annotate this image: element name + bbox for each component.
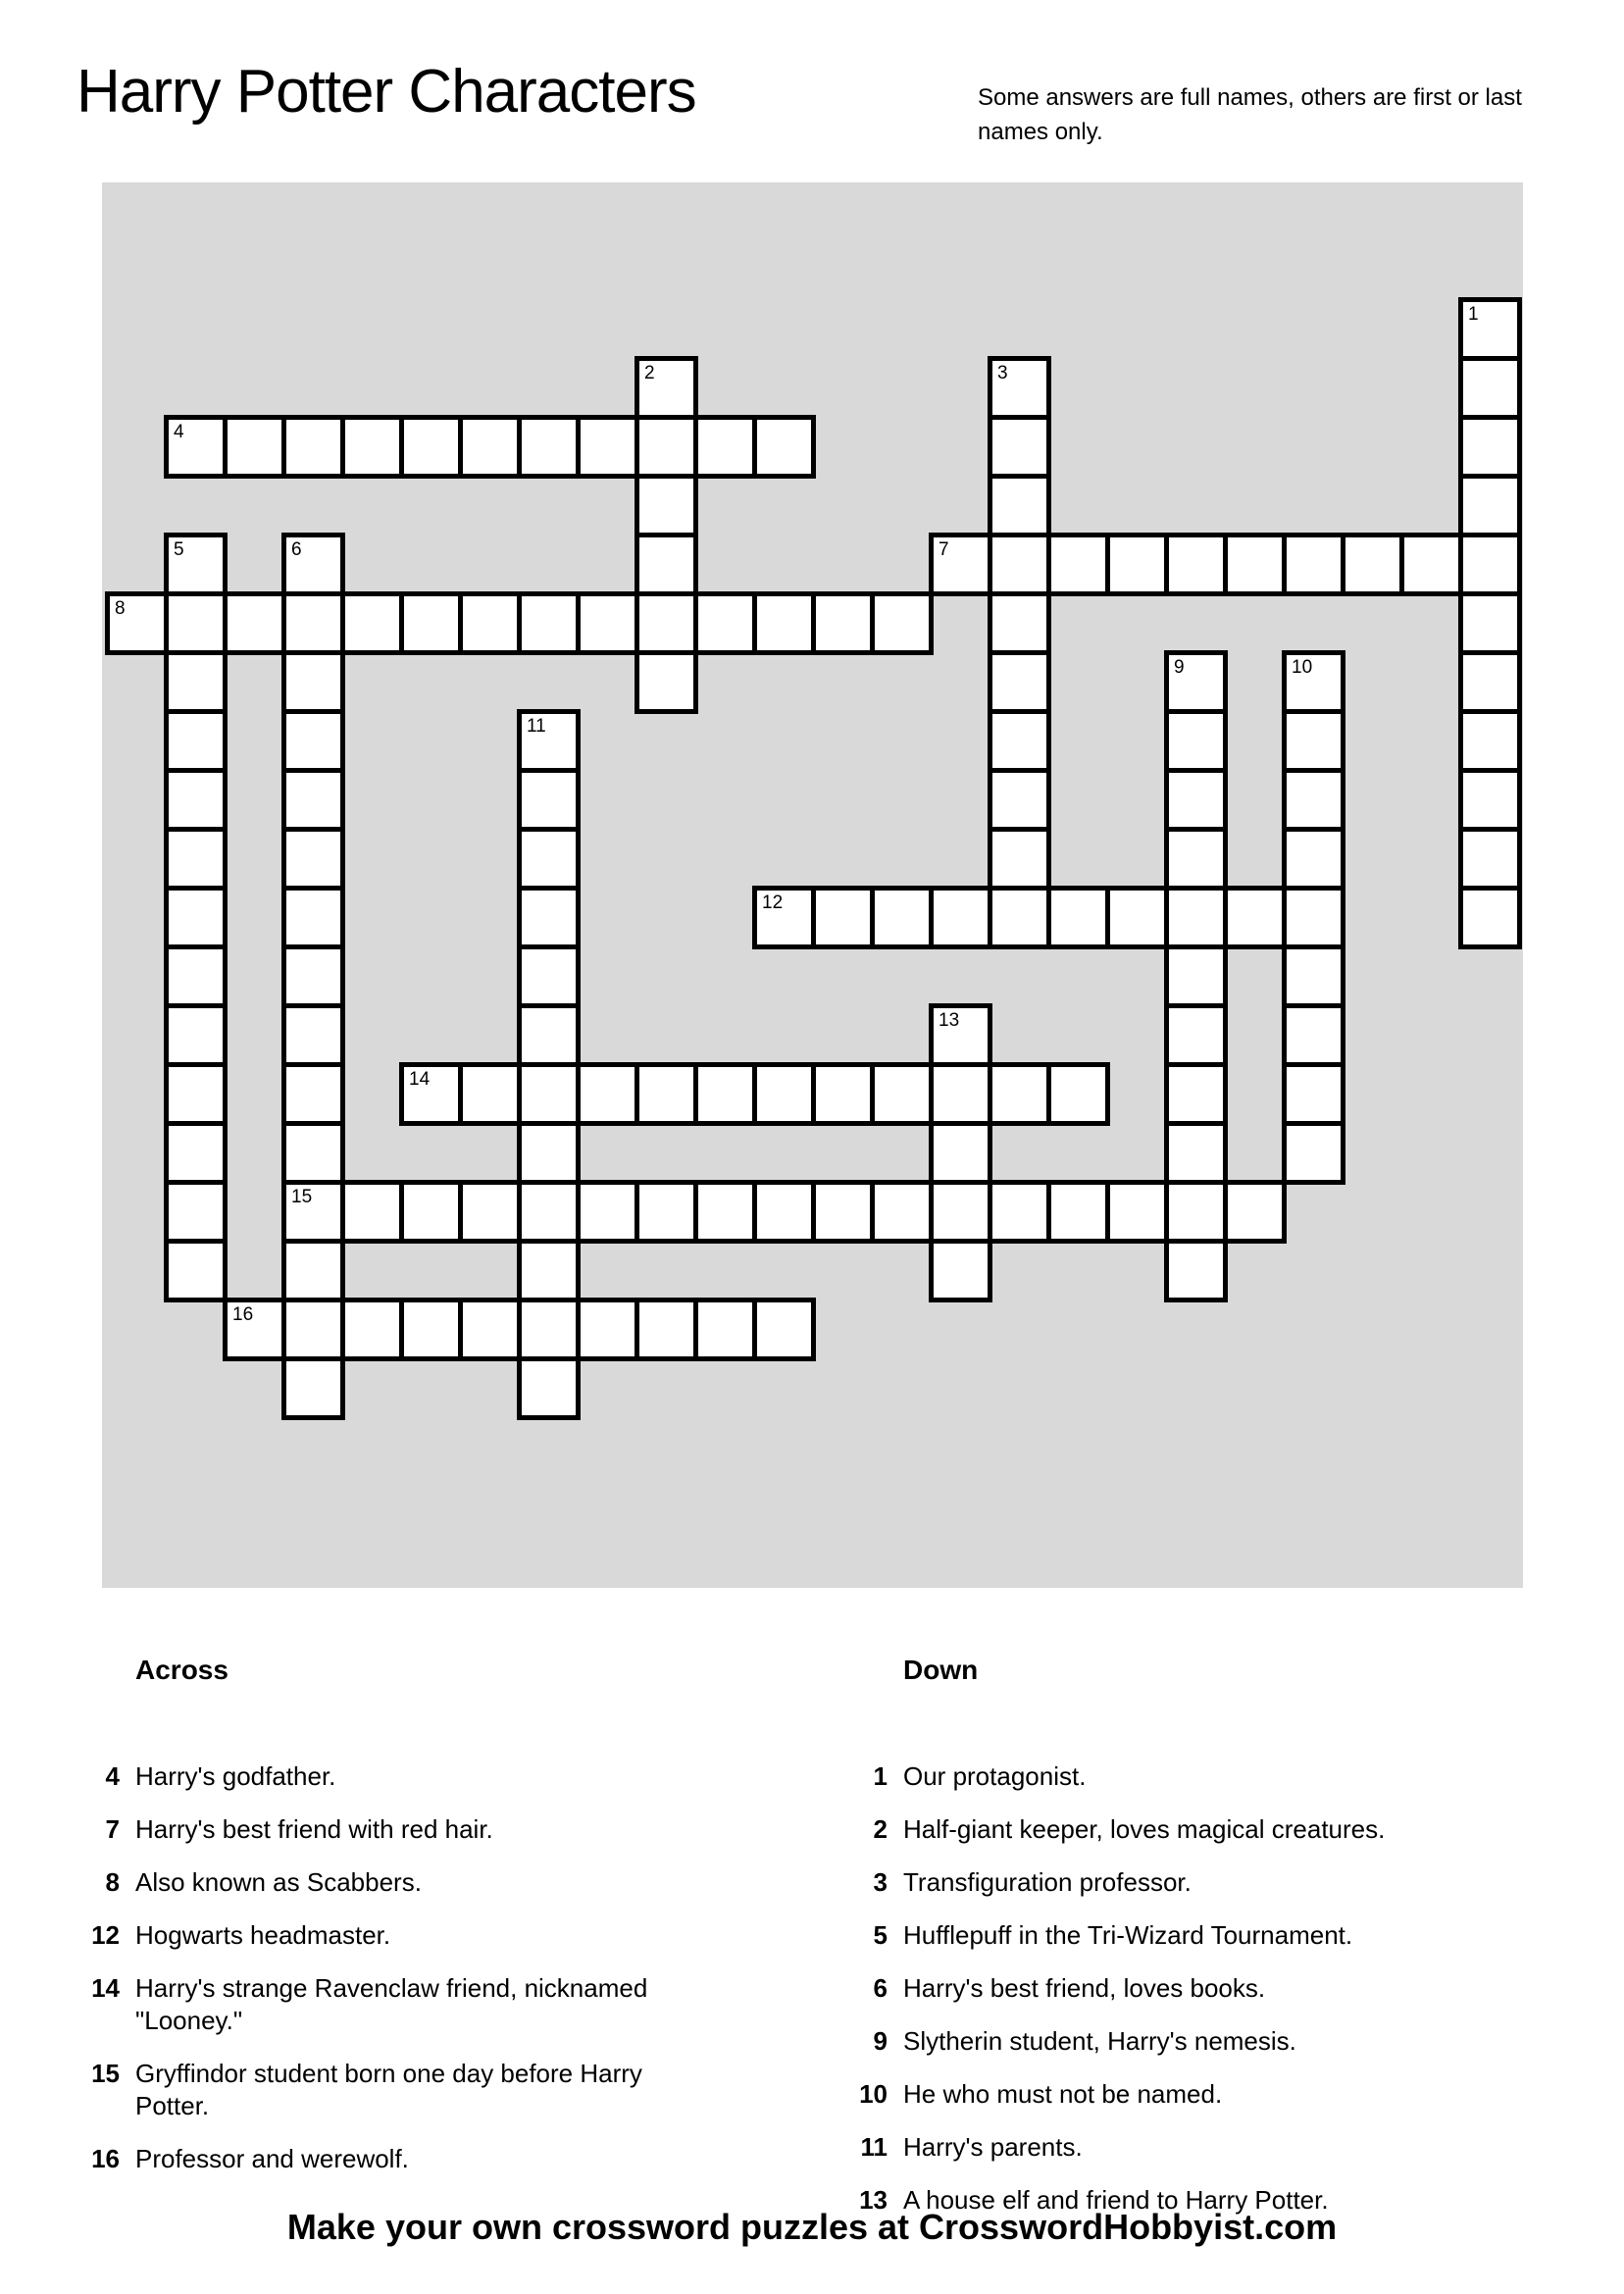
- grid-cell[interactable]: [164, 944, 228, 1008]
- grid-cell[interactable]: [1458, 415, 1522, 479]
- grid-cell[interactable]: [517, 1180, 581, 1244]
- grid-cell[interactable]: [988, 356, 1051, 420]
- clue-text: Transfiguration professor.: [903, 1867, 1192, 1897]
- grid-cell[interactable]: [988, 709, 1051, 773]
- cell-number: 7: [939, 539, 949, 560]
- grid-cell[interactable]: [1458, 591, 1522, 655]
- grid-cell[interactable]: [281, 415, 345, 479]
- grid-cell[interactable]: [752, 1062, 816, 1126]
- grid-cell[interactable]: [1282, 650, 1345, 714]
- cell-number: 5: [174, 539, 184, 560]
- grid-cell[interactable]: [458, 1298, 522, 1361]
- grid-cell[interactable]: [458, 415, 522, 479]
- grid-cell[interactable]: [399, 1298, 463, 1361]
- grid-cell[interactable]: [1164, 709, 1228, 773]
- grid-cell[interactable]: [1458, 827, 1522, 891]
- grid-cell[interactable]: [870, 591, 934, 655]
- grid-cell[interactable]: [164, 1180, 228, 1244]
- grid-cell[interactable]: [1399, 533, 1463, 596]
- grid-cell[interactable]: [1164, 1180, 1228, 1244]
- grid-cell[interactable]: [988, 415, 1051, 479]
- grid-cell[interactable]: [634, 1062, 698, 1126]
- clue-text: He who must not be named.: [903, 2079, 1223, 2109]
- grid-cell[interactable]: [988, 827, 1051, 891]
- grid-cell[interactable]: [223, 591, 286, 655]
- clue-number: 12: [91, 1920, 120, 1950]
- grid-cell[interactable]: [1223, 1180, 1287, 1244]
- grid-cell[interactable]: [458, 1180, 522, 1244]
- down-header: Down: [903, 1655, 979, 1685]
- clue-text: Our protagonist.: [903, 1761, 1087, 1791]
- grid-cell[interactable]: [576, 415, 639, 479]
- clue-number: 1: [873, 1761, 888, 1791]
- grid-cell[interactable]: [988, 474, 1051, 537]
- grid-cell[interactable]: [1341, 533, 1404, 596]
- grid-cell[interactable]: [223, 415, 286, 479]
- grid-cell[interactable]: [1164, 1003, 1228, 1067]
- grid-cell[interactable]: [399, 1180, 463, 1244]
- grid-cell[interactable]: [988, 650, 1051, 714]
- grid-cell[interactable]: [634, 415, 698, 479]
- grid-cell[interactable]: [929, 886, 992, 949]
- instructions-note: Some answers are full names, others are first or last names only.: [978, 84, 1522, 145]
- clue-item: [837, 1760, 1552, 1793]
- clue-number: 9: [873, 2026, 888, 2056]
- grid-cell[interactable]: [988, 886, 1051, 949]
- grid-cell[interactable]: [576, 1180, 639, 1244]
- down-clue-list: [837, 1760, 1552, 2217]
- clue-number: 7: [105, 1814, 120, 1844]
- grid-cell[interactable]: [164, 591, 228, 655]
- cell-number: 6: [291, 539, 302, 560]
- grid-cell[interactable]: [752, 886, 816, 949]
- grid-cell[interactable]: [1164, 886, 1228, 949]
- cell-number: 16: [232, 1304, 254, 1325]
- grid-cell[interactable]: [1458, 474, 1522, 537]
- grid-cell[interactable]: [517, 1003, 581, 1067]
- grid-cell[interactable]: [517, 415, 581, 479]
- grid-cell[interactable]: [281, 1180, 345, 1244]
- grid-cell[interactable]: [517, 944, 581, 1008]
- grid-cell[interactable]: [1458, 533, 1522, 596]
- clue-text: Harry's strange Ravenclaw friend, nicknamed "Looney.": [135, 1973, 648, 2035]
- grid-cell[interactable]: [1282, 827, 1345, 891]
- clue-text: Harry's best friend with red hair.: [135, 1814, 493, 1844]
- grid-cell[interactable]: [164, 827, 228, 891]
- clue-text: Harry's parents.: [903, 2132, 1083, 2162]
- clue-number: 14: [91, 1973, 120, 2003]
- grid-cell[interactable]: [340, 591, 404, 655]
- grid-cell[interactable]: [1105, 1180, 1169, 1244]
- grid-cell[interactable]: [1164, 1239, 1228, 1302]
- grid-cell[interactable]: [1105, 533, 1169, 596]
- down-clues-section: [837, 1654, 1552, 2237]
- grid-cell[interactable]: [1046, 886, 1110, 949]
- cell-number: 11: [527, 716, 546, 737]
- grid-cell[interactable]: [281, 827, 345, 891]
- grid-cell[interactable]: [634, 650, 698, 714]
- grid-cell[interactable]: [634, 1298, 698, 1361]
- grid-cell[interactable]: [929, 533, 992, 596]
- grid-cell[interactable]: [281, 1356, 345, 1420]
- cell-number: 3: [997, 363, 1008, 383]
- grid-cell[interactable]: [870, 1062, 934, 1126]
- clue-item: [69, 2058, 755, 2122]
- grid-cell[interactable]: [281, 1298, 345, 1361]
- grid-cell[interactable]: [634, 356, 698, 420]
- clue-item: [837, 1919, 1552, 1952]
- clue-item: [837, 2078, 1552, 2111]
- grid-cell[interactable]: [1282, 1121, 1345, 1185]
- grid-cell[interactable]: [811, 1062, 875, 1126]
- grid-cell[interactable]: [281, 1062, 345, 1126]
- clue-number: 15: [91, 2059, 120, 2088]
- grid-cell[interactable]: [1282, 709, 1345, 773]
- grid-cell[interactable]: [164, 768, 228, 832]
- grid-cell[interactable]: [281, 591, 345, 655]
- clue-text: A house elf and friend to Harry Potter.: [903, 2185, 1329, 2215]
- grid-cell[interactable]: [1164, 1062, 1228, 1126]
- grid-cell[interactable]: [340, 415, 404, 479]
- grid-cell[interactable]: [281, 1121, 345, 1185]
- grid-cell[interactable]: [281, 709, 345, 773]
- grid-cell[interactable]: [164, 1003, 228, 1067]
- grid-cell[interactable]: [1046, 1062, 1110, 1126]
- grid-cell[interactable]: [811, 591, 875, 655]
- grid-cell[interactable]: [752, 591, 816, 655]
- clue-number: 16: [91, 2144, 120, 2173]
- grid-cell[interactable]: [811, 886, 875, 949]
- grid-cell[interactable]: [164, 886, 228, 949]
- clue-item: [69, 1813, 755, 1846]
- cell-number: 10: [1292, 657, 1313, 678]
- grid-cell[interactable]: [752, 1180, 816, 1244]
- grid-cell[interactable]: [929, 1003, 992, 1067]
- clue-text: Gryffindor student born one day before Harry Potter.: [135, 2059, 642, 2120]
- page-title: Harry Potter Characters: [76, 58, 696, 126]
- grid-cell[interactable]: [1046, 1180, 1110, 1244]
- grid-cell[interactable]: [576, 1062, 639, 1126]
- grid-cell[interactable]: [517, 1298, 581, 1361]
- grid-cell[interactable]: [929, 1180, 992, 1244]
- grid-cell[interactable]: [281, 944, 345, 1008]
- grid-cell[interactable]: [517, 827, 581, 891]
- clue-text: Also known as Scabbers.: [135, 1867, 422, 1897]
- grid-cell[interactable]: [223, 1298, 286, 1361]
- grid-cell[interactable]: [1282, 768, 1345, 832]
- grid-cell[interactable]: [517, 591, 581, 655]
- across-clues-section: [69, 1654, 755, 2196]
- grid-cell[interactable]: [164, 1239, 228, 1302]
- clue-text: Professor and werewolf.: [135, 2144, 409, 2173]
- grid-cell[interactable]: [399, 1062, 463, 1126]
- grid-cell[interactable]: [634, 1180, 698, 1244]
- cell-number: 4: [174, 422, 184, 442]
- cell-number: 13: [939, 1010, 960, 1031]
- clue-number: 5: [873, 1920, 888, 1950]
- grid-cell[interactable]: [281, 1003, 345, 1067]
- grid-cell[interactable]: [281, 650, 345, 714]
- grid-cell[interactable]: [634, 474, 698, 537]
- grid-cell[interactable]: [164, 1121, 228, 1185]
- grid-cell[interactable]: [164, 709, 228, 773]
- cell-number: 2: [644, 363, 655, 383]
- clue-text: Half-giant keeper, loves magical creatures.: [903, 1814, 1386, 1844]
- grid-cell[interactable]: [870, 1180, 934, 1244]
- grid-cell[interactable]: [576, 591, 639, 655]
- grid-cell[interactable]: [870, 886, 934, 949]
- grid-cell[interactable]: [988, 768, 1051, 832]
- grid-cell[interactable]: [1164, 827, 1228, 891]
- grid-cell[interactable]: [1105, 886, 1169, 949]
- grid-cell[interactable]: [1458, 356, 1522, 420]
- grid-cell[interactable]: [1046, 533, 1110, 596]
- clue-text: Hogwarts headmaster.: [135, 1920, 391, 1950]
- grid-cell[interactable]: [164, 415, 228, 479]
- footer-credit: Make your own crossword puzzles at CrosswordHobbyist.com: [286, 2207, 1338, 2247]
- grid-cell[interactable]: [517, 709, 581, 773]
- grid-cell[interactable]: [281, 533, 345, 596]
- clue-number: 10: [859, 2079, 888, 2109]
- grid-cell[interactable]: [693, 1062, 757, 1126]
- grid-cell[interactable]: [340, 1298, 404, 1361]
- cell-number: 12: [762, 892, 784, 913]
- grid-cell[interactable]: [1458, 886, 1522, 949]
- grid-cell[interactable]: [1458, 297, 1522, 361]
- across-clue-list: [69, 1760, 755, 2175]
- clue-item: [837, 1813, 1552, 1846]
- grid-cell[interactable]: [281, 768, 345, 832]
- grid-cell[interactable]: [1223, 886, 1287, 949]
- grid-cell[interactable]: [517, 1239, 581, 1302]
- grid-cell[interactable]: [988, 591, 1051, 655]
- grid-cell[interactable]: [399, 415, 463, 479]
- clue-text: Hufflepuff in the Tri-Wizard Tournament.: [903, 1920, 1353, 1950]
- grid-cell[interactable]: [1282, 886, 1345, 949]
- clue-number: 3: [873, 1867, 888, 1897]
- clue-text: Harry's best friend, loves books.: [903, 1973, 1266, 2003]
- clue-item: [837, 1866, 1552, 1899]
- across-header: Across: [135, 1655, 228, 1685]
- grid-cell[interactable]: [752, 415, 816, 479]
- grid-cell[interactable]: [634, 591, 698, 655]
- grid-cell[interactable]: [693, 1180, 757, 1244]
- grid-cell[interactable]: [399, 591, 463, 655]
- grid-cell[interactable]: [1164, 533, 1228, 596]
- clue-item: [69, 1972, 755, 2037]
- clue-number: 6: [873, 1973, 888, 2003]
- grid-cell[interactable]: [1458, 768, 1522, 832]
- clue-item: [69, 1919, 755, 1952]
- grid-cell[interactable]: [1458, 709, 1522, 773]
- grid-cell[interactable]: [1458, 650, 1522, 714]
- grid-cell[interactable]: [517, 1356, 581, 1420]
- clue-number: 13: [859, 2185, 888, 2215]
- clue-number: 11: [860, 2132, 888, 2162]
- clue-item: [837, 1972, 1552, 2005]
- cell-number: 15: [291, 1187, 313, 1207]
- cell-number: 14: [409, 1069, 431, 1090]
- grid-cell[interactable]: [105, 591, 169, 655]
- grid-cell[interactable]: [988, 1062, 1051, 1126]
- clue-item: [837, 2025, 1552, 2058]
- clue-text: Slytherin student, Harry's nemesis.: [903, 2026, 1296, 2056]
- cell-number: 9: [1174, 657, 1185, 678]
- grid-cell[interactable]: [1223, 533, 1287, 596]
- grid-cell[interactable]: [1282, 944, 1345, 1008]
- grid-cell[interactable]: [340, 1180, 404, 1244]
- grid-cell[interactable]: [1282, 1062, 1345, 1126]
- grid-cell[interactable]: [693, 1298, 757, 1361]
- grid-cell[interactable]: [281, 1239, 345, 1302]
- cell-number: 1: [1468, 304, 1479, 325]
- grid-cell[interactable]: [634, 533, 698, 596]
- grid-cell[interactable]: [929, 1062, 992, 1126]
- grid-cell[interactable]: [164, 650, 228, 714]
- grid-cell[interactable]: [693, 415, 757, 479]
- cell-number: 8: [115, 598, 126, 619]
- grid-cell[interactable]: [1282, 1003, 1345, 1067]
- clue-number: 4: [105, 1761, 120, 1791]
- grid-cell[interactable]: [693, 591, 757, 655]
- grid-cell[interactable]: [458, 591, 522, 655]
- grid-cell[interactable]: [164, 533, 228, 596]
- grid-cell[interactable]: [811, 1180, 875, 1244]
- grid-cell[interactable]: [1164, 768, 1228, 832]
- grid-cell[interactable]: [1164, 944, 1228, 1008]
- clue-item: [69, 2143, 755, 2175]
- grid-cell[interactable]: [458, 1062, 522, 1126]
- grid-cell[interactable]: [517, 1062, 581, 1126]
- clue-item: [69, 1866, 755, 1899]
- clue-item: [69, 1760, 755, 1793]
- grid-cell[interactable]: [752, 1298, 816, 1361]
- grid-cell[interactable]: [1282, 533, 1345, 596]
- clue-number: 8: [105, 1867, 120, 1897]
- grid-cell[interactable]: [164, 1062, 228, 1126]
- grid-cell[interactable]: [988, 1180, 1051, 1244]
- grid-cell[interactable]: [929, 1239, 992, 1302]
- grid-cell[interactable]: [517, 768, 581, 832]
- clue-text: Harry's godfather.: [135, 1761, 336, 1791]
- grid-cell[interactable]: [517, 1121, 581, 1185]
- grid-cell[interactable]: [929, 1121, 992, 1185]
- grid-cell[interactable]: [1164, 650, 1228, 714]
- clue-item: [837, 2131, 1552, 2164]
- grid-cell[interactable]: [1164, 1121, 1228, 1185]
- grid-cell[interactable]: [576, 1298, 639, 1361]
- grid-cell[interactable]: [281, 886, 345, 949]
- crossword-grid: [102, 182, 1523, 1588]
- grid-cell[interactable]: [517, 886, 581, 949]
- grid-cell[interactable]: [988, 533, 1051, 596]
- clue-number: 2: [873, 1814, 888, 1844]
